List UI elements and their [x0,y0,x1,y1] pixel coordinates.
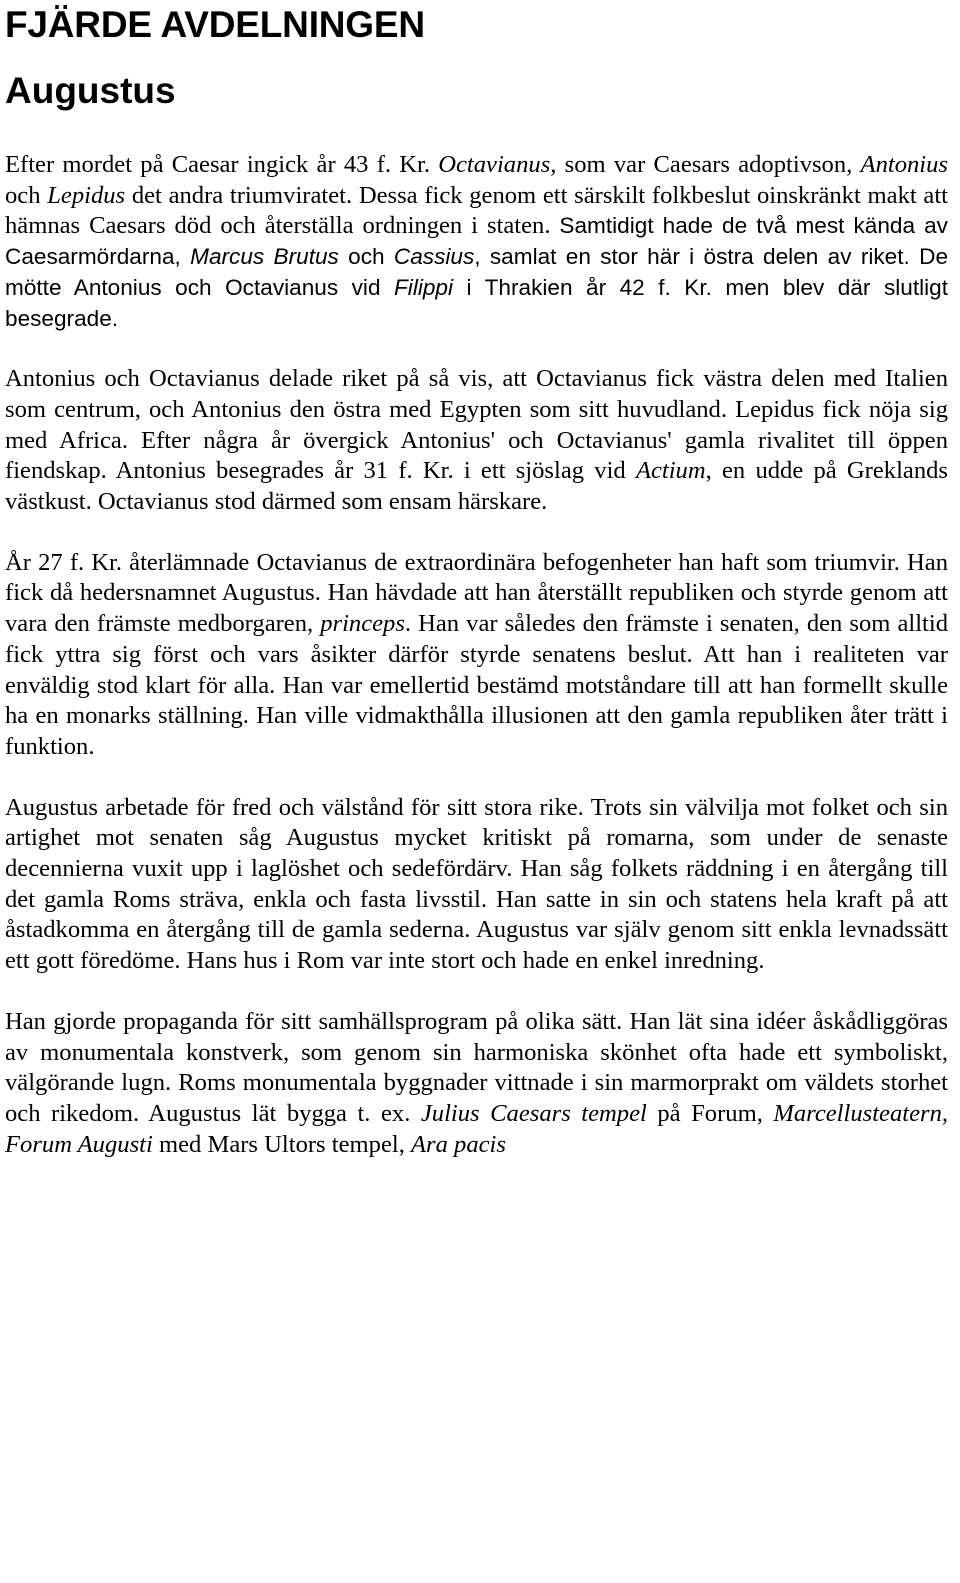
p5-name-ara-pacis: Ara pacis [411,1130,506,1158]
section-heading: FJÄRDE AVDELNINGEN [5,4,425,45]
paragraph-5 [5,1007,948,1161]
p1-text-g: det andra triumviratet. Dessa fick genom ett särskilt folkbeslut oinskränkt makt att hämnas Caesars död och återställa ordningen i staten. [5,181,948,240]
p1-name-octavianus: Octavianus, [438,151,557,178]
p1-name-brutus: Marcus Brutus [190,244,339,270]
paragraph-4 [5,793,948,977]
p1-text-e: och [5,181,48,209]
paragraph-3 [5,548,948,763]
p1-text-a: Efter mordet på Caesar ingick år 43 f. Kr. [5,151,439,178]
p5-name-caesar-temple: Julius Caesars tempel [420,1099,647,1127]
p5-name-marcellus-forum: Marcellusteatern, Forum Augusti [5,1099,949,1158]
p1-text-l: , samlat en stor här i östra delen av riket. De mötte Antonius och Octavianus vid [5,244,949,300]
p5-text-e: med Mars Ultors tempel, [152,1130,411,1158]
p1-name-lepidus: Lepidus [47,181,126,209]
p1-text-n: i Thrakien år 42 f. Kr. men blev där slutligt besegrade. [5,274,948,331]
document-page [5,0,948,1160]
p3-text-a: År 27 f. Kr. återlämnade Octavianus de extraordinära befogenheter han haft som triumvir. Han fick då hedersnamnet Augustus. Han hävdade att han återställt republiken och styrde genom att vara den främste medborgaren, [5,548,948,638]
paragraph-1 [5,150,948,334]
p1-name-cassius: Cassius [393,244,475,270]
p1-name-antonius: Antonius [860,151,948,178]
p3-text-c: . Han var således den främste i senaten, den som alltid fick yttra sig först och vars åsikter därför styrde senatens beslut. Att han i realiteten var enväldig stod klart för alla. Han var emellertid bestämd motståndare till att han formellt skulle ha en monarks ställning. Han ville vidmakthålla illusionen att den gamla republiken åter trätt i funktion. [5,610,948,760]
p2-place-actium: Actium [635,457,706,485]
p1-text-j: och [338,244,394,270]
p3-term-princeps: princeps [320,610,405,638]
paragraph-2 [5,364,948,518]
p1-text-c: som var Caesars adoptivson, [556,151,861,178]
p5-text-a: Han gjorde propaganda för sitt samhällsprogram på olika sätt. Han lät sina idéer åskådliggöras av monumentala konstverk, som genom sin harmoniska skönhet ofta hade ett symboliskt, välgörande lugn. Roms monumentala byggnader vittnade i sin marmorprakt om väldets storhet och rikedom. Augustus lät bygga t. ex. [5,1007,948,1127]
p4-text-a: Augustus arbetade för fred och välstånd för sitt stora rike. Trots sin välvilja mot folket och sin artighet mot senaten såg Augustus mycket kritiskt på romarna, som under de senaste decennierna vuxit upp i laglöshet och sedefördärv. Han såg folkets räddning i en återgång till det gamla Roms sträva, enkla och fasta livsstil. Han satte in sin och statens hela kraft på att åstadkomma en återgång till de gamla sederna. Augustus var själv genom sitt enkla levnadssätt ett gott föredöme. Hans hus i Rom var inte stort och hade en enkel inredning. [5,793,948,975]
p2-text-c: , en udde på Greklands västkust. Octavianus stod därmed som ensam härskare. [5,457,949,516]
p1-place-filippi: Filippi [394,274,454,300]
chapter-title: Augustus [5,70,176,111]
p5-text-c: på Forum, [646,1099,774,1127]
p2-text-a: Antonius och Octavianus delade riket på så vis, att Octavianus fick västra delen med Italien som centrum, och Antonius den östra med Egypten som sitt huvudland. Lepidus fick nöja sig med Africa. Efter några år övergick Antonius' och Octavianus' gamla rivalitet till öppen fiendskap. Antonius besegrades år 31 f. Kr. i ett sjöslag vid [5,365,948,485]
p1-text-h: Samtidigt hade de två mest kända av Caesarmördarna, [5,213,948,270]
